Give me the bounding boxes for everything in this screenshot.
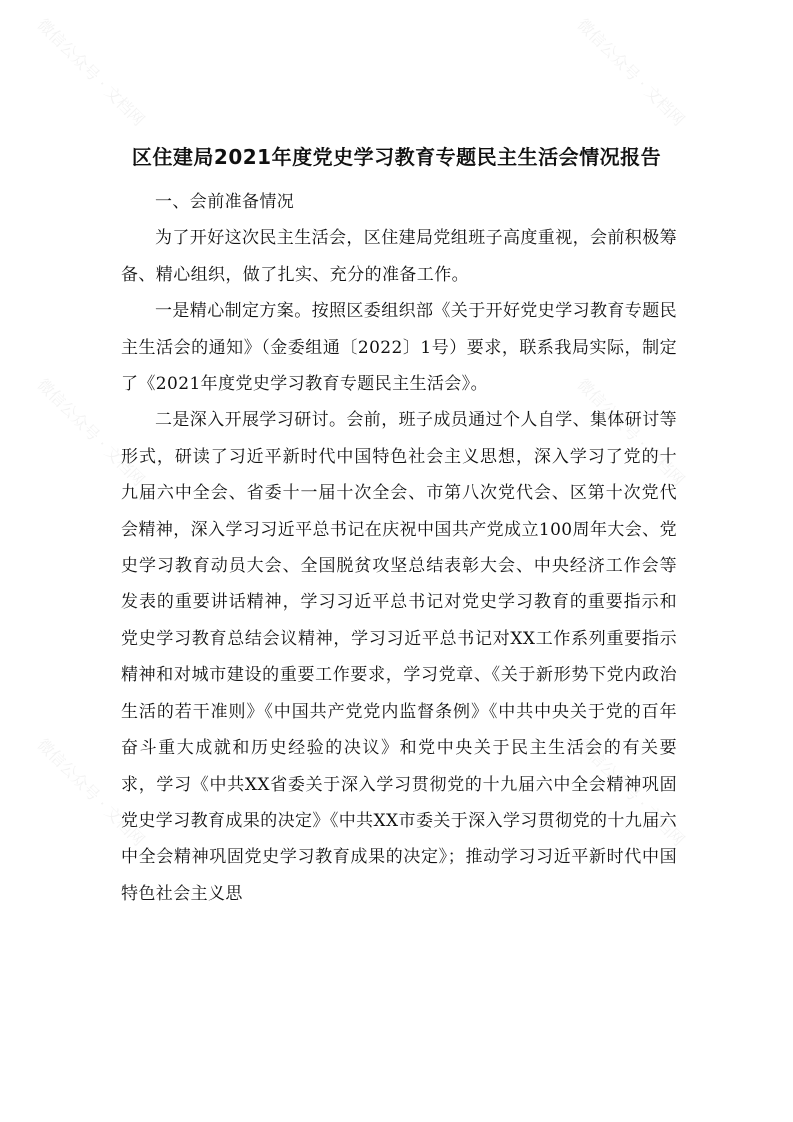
watermark: 微信公众号 · 文档网: [573, 14, 689, 130]
body-paragraph: 一是精心制定方案。按照区委组织部《关于开好党史学习教育专题民主生活会的通知》（金委组通〔2022〕1号）要求，联系我局实际，制定了《2021年度党史学习教育专题民主生活会》。: [121, 301, 677, 395]
body-paragraph: 二是深入开展学习研讨。会前，班子成员通过个人自学、集体研讨等形式，研读了习近平新时代中国特色社会主义思想，深入学习了党的十九届六中全会、省委十一届十次全会、市第八次党代会、区第十次党代会精神，深入学习习近平总书记在庆祝中国共产党成立100周年大会、党史学习教育动员大会、全国脱贫攻坚总结表彰大会、中央经济工作会等发表的重要讲话精神，学习习近平总书记对党史学习教育的重要指示和党史学习教育总结会议精神，学习习近平总书记对XX工作系列重要指示精神和对城市建设的重要工作要求，学习党章、《关于新形势下党内政治生活的若干准则》《中国共产党党内监督条例》《中共中央关于党的百年奋斗重大成就和历史经验的决议》和党中央关于民主生活会的有关要求，学习《中共XX省委关于深入学习贯彻党的十九届六中全会精神巩固党史学习教育成果的决定》《中共XX市委关于深入学习贯彻党的十九届六中全会精神巩固党史学习教育成果的决定》；推动学习习近平新时代中国特色社会主义思: [121, 410, 677, 904]
watermark: 微信公众号 · 文档网: [33, 734, 149, 850]
document-title: 区住建局2021年度党史学习教育专题民主生活会情况报告: [131, 145, 662, 170]
document-body: [121, 184, 677, 912]
watermark: 微信公众号 · 文档网: [573, 374, 689, 490]
section-heading: 一、会前准备情况: [155, 192, 295, 212]
body-paragraph: 为了开好这次民主生活会，区住建局党组班子高度重视，会前积极筹备、精心组织，做了扎实、充分的准备工作。: [121, 228, 677, 285]
watermark: 微信公众号 · 文档网: [33, 374, 149, 490]
watermark: 微信公众号 · 文档网: [573, 734, 689, 850]
watermark: 微信公众号 · 文档网: [33, 14, 149, 130]
